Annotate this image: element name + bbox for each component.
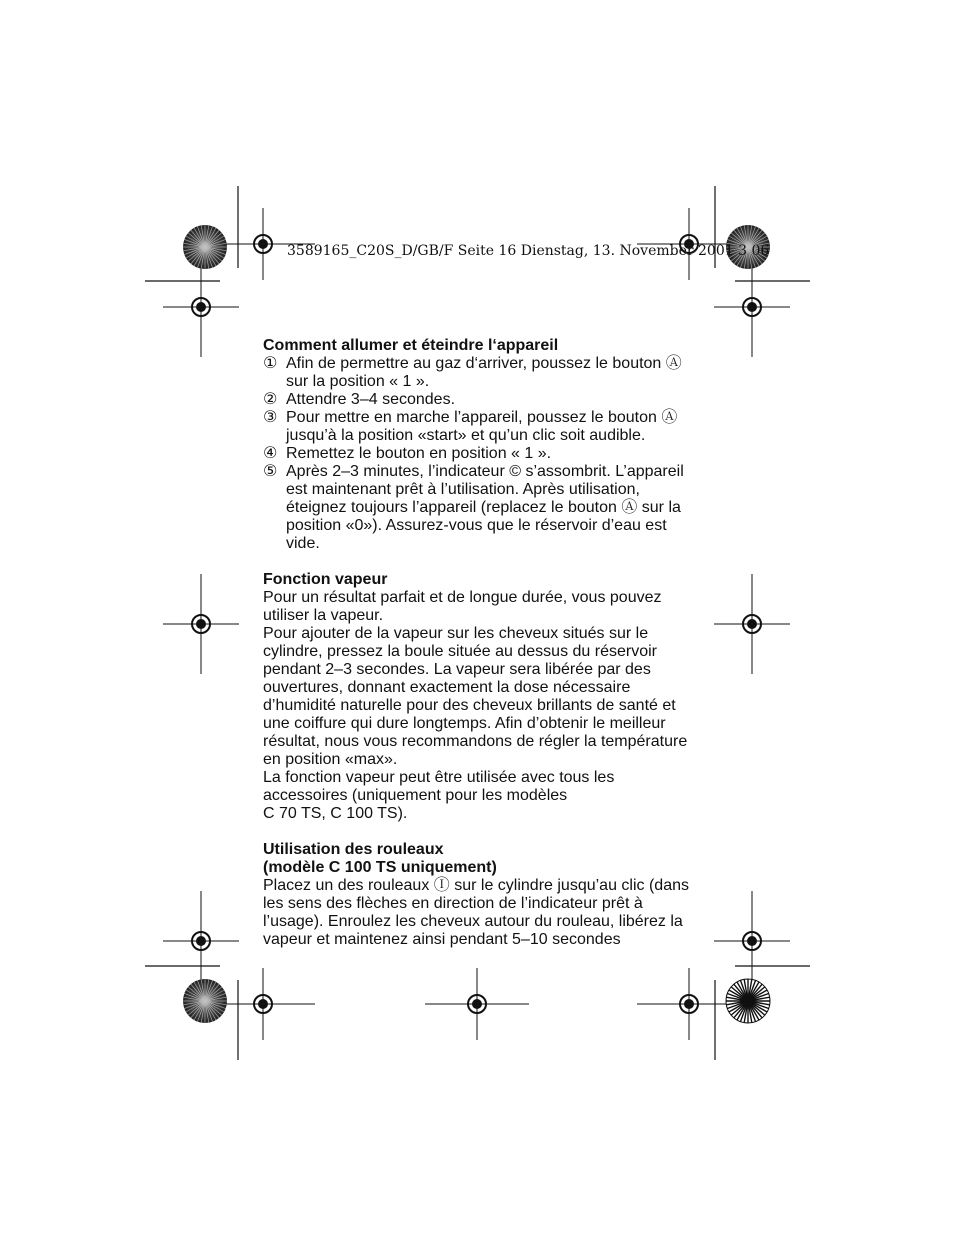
step-text: Remettez le bouton en position « 1 ». — [286, 445, 552, 462]
step-item — [263, 409, 703, 445]
print-slug-line — [287, 243, 769, 259]
paragraph: Placez un des rouleaux Ⓘ sur le cylindre jusqu’au clic (dans les sens des flèches en direction de l’indicateur prêt à l’usage). Enroulez les cheveux autour du rouleau, libérez la vapeur et maintenez ainsi pendant 5–10 secondes — [263, 877, 689, 948]
section-title: Fonction vapeur — [263, 571, 388, 588]
step-number: ④ — [263, 445, 278, 462]
registration-target-right-upper — [714, 257, 790, 357]
section-title: Utilisation des rouleaux — [263, 841, 444, 858]
registration-target-bottom-center — [425, 968, 529, 1040]
step-text: Pour mettre en marche l’appareil, poussez le bouton Ⓐ jusqu’à la position «start» et qu’un clic soit audible. — [286, 409, 678, 444]
print-slug: 3589165_C20S_D/GB/F Seite 16 Dienstag, 13. November 2001 — [287, 243, 739, 259]
registration-target-left-lower — [163, 891, 239, 991]
step-number: ① — [263, 355, 278, 372]
document-body — [263, 337, 703, 967]
paragraph: C 70 TS, C 100 TS). — [263, 805, 408, 822]
step-item — [263, 463, 703, 553]
step-item — [263, 355, 703, 391]
registration-target-right-lower — [714, 891, 790, 991]
siemens-star-top-left — [183, 225, 227, 269]
paragraph: Pour un résultat parfait et de longue durée, vous pouvez utiliser la vapeur. — [263, 589, 662, 624]
paragraph: La fonction vapeur peut être utilisée avec tous les accessoires (uniquement pour les modèles — [263, 769, 615, 804]
registration-target-left-middle — [163, 574, 239, 674]
paragraph: Pour ajouter de la vapeur sur les cheveux situés sur le cylindre, pressez la boule située au dessus du réservoir pendant 2–3 secondes. La vapeur sera libérée par des ouvertures, donnant exactement la dose nécessaire d’humidité naturelle pour des cheveux brillants de santé et une coiffure qui dure longtemps. Afin d’obtenir le meilleur résultat, nous vous recommandons de régler la température en position «max». — [263, 625, 688, 768]
step-number: ② — [263, 391, 278, 408]
registration-target-right-middle — [714, 574, 790, 674]
step-text: Afin de permettre au gaz d‘arriver, poussez le bouton Ⓐ sur la position « 1 ». — [286, 355, 682, 390]
step-number: ⑤ — [263, 463, 278, 480]
step-text: Attendre 3–4 secondes. — [286, 391, 456, 408]
registration-target-bottom-right — [637, 968, 741, 1040]
section-subtitle: (modèle C 100 TS uniquement) — [263, 859, 497, 876]
step-number: ③ — [263, 409, 278, 426]
print-slug-tail: 3 06 — [738, 243, 770, 259]
step-item — [263, 391, 703, 409]
step-item — [263, 445, 703, 463]
step-list — [263, 355, 703, 553]
section-steam-function — [263, 571, 703, 823]
registration-target-left-upper — [163, 257, 239, 357]
section-switching-on-off — [263, 337, 703, 553]
section-rollers — [263, 841, 703, 949]
siemens-star-bottom-left — [183, 979, 227, 1023]
step-text: Après 2–3 minutes, l’indicateur © s’assombrit. L’appareil est maintenant prêt à l’utilisation. Après utilisation, éteignez toujours l’appareil (replacez le bouton Ⓐ sur la position «0»). Assurez-vous que le réservoir d’eau est vide. — [286, 463, 684, 552]
siemens-star-bottom-right — [726, 979, 770, 1023]
section-title: Comment allumer et éteindre l‘appareil — [263, 337, 559, 354]
